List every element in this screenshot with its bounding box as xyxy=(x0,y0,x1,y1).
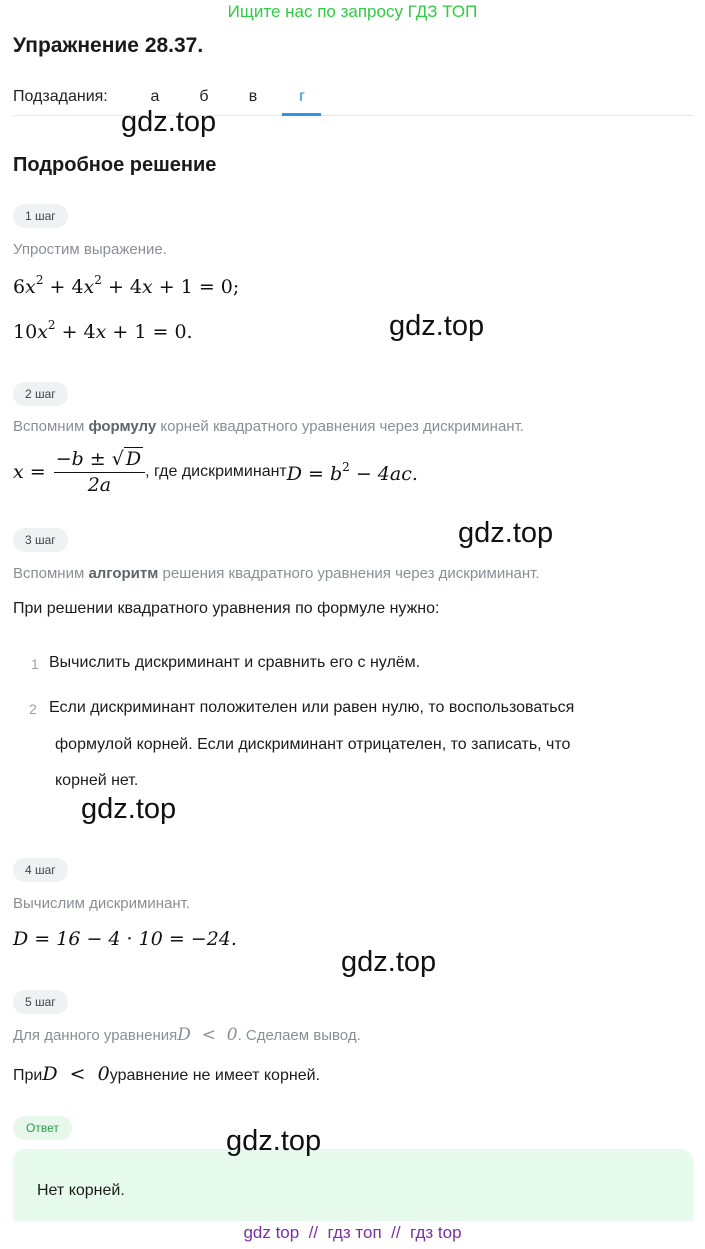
step-3-text: Вспомним алгоритм решения квадратного уравнения через дискриминант. xyxy=(13,565,540,582)
step-2-formula: x = $\frac{-b \pm √ D}{2a}$ , где дискриминант $D = b^2 - 4ac$. xyxy=(13,448,418,496)
subtask-tab-g[interactable]: г xyxy=(299,88,305,105)
watermark: gdz.top xyxy=(226,1125,322,1157)
solution-heading: Подробное решение xyxy=(13,154,217,176)
subtask-tab-v[interactable]: в xyxy=(248,88,258,105)
step-3-intro: При решении квадратного уравнения по формуле нужно: xyxy=(13,600,440,617)
answer-text: Нет корней. xyxy=(37,1182,125,1199)
step-2-text: Вспомним формулу корней квадратного уравнения через дискриминант. xyxy=(13,418,524,435)
step-4-text: Вычислим дискриминант. xyxy=(13,895,190,912)
step-1-equation-2: $10x^2 + 4x + 1 = 0$. xyxy=(13,318,193,343)
step-3-badge: 3 шаг xyxy=(13,528,68,552)
step-4-equation: D = 16 − 4 · 10 = −24. xyxy=(13,928,237,950)
watermark: gdz.top xyxy=(121,106,217,138)
answer-badge: Ответ xyxy=(13,1116,72,1140)
step-1-equation-1: $6x^2 + 4x^2 + 4x + 1 = 0$; xyxy=(13,273,240,298)
list-item: Вычислить дискриминант и сравнить его с нулём. xyxy=(49,654,421,671)
subtasks-divider xyxy=(13,115,693,116)
subtasks-label: Подзадания: xyxy=(13,88,108,105)
list-item-number: 2 xyxy=(29,701,37,717)
watermark: gdz.top xyxy=(458,517,554,549)
page-title: Упражнение 28.37. xyxy=(13,34,204,57)
step-5-text: Для данного уравнения D < 0 . Сделаем вывод. xyxy=(13,1025,361,1045)
step-2-badge: 2 шаг xyxy=(13,382,68,406)
search-hint-banner: Ищите нас по запросу ГДЗ ТОП xyxy=(227,2,478,21)
watermark: gdz.top xyxy=(389,310,485,342)
step-5-conclusion: При D < 0 уравнение не имеет корней. xyxy=(13,1063,320,1085)
watermark: gdz.top xyxy=(81,793,177,825)
list-item-continuation: формулой корней. Если дискриминант отрицателен, то записать, что xyxy=(55,736,571,753)
subtask-tab-b[interactable]: б xyxy=(199,88,209,105)
list-item-number: 1 xyxy=(31,656,39,672)
step-1-badge: 1 шаг xyxy=(13,204,68,228)
step-4-badge: 4 шаг xyxy=(13,858,68,882)
list-item-continuation: корней нет. xyxy=(55,772,139,789)
subtask-tab-a[interactable]: а xyxy=(150,88,160,105)
active-tab-indicator xyxy=(282,113,321,116)
step-5-badge: 5 шаг xyxy=(13,990,68,1014)
list-item: Если дискриминант положителен или равен нулю, то воспользоваться xyxy=(49,699,575,716)
step-1-text: Упростим выражение. xyxy=(13,241,167,258)
footer-links: gdz top // гдз топ // гдз top xyxy=(243,1223,462,1242)
quadratic-formula-fraction: $\frac{-b \pm √ D}{2a}$ xyxy=(54,448,145,496)
watermark: gdz.top xyxy=(341,946,437,978)
